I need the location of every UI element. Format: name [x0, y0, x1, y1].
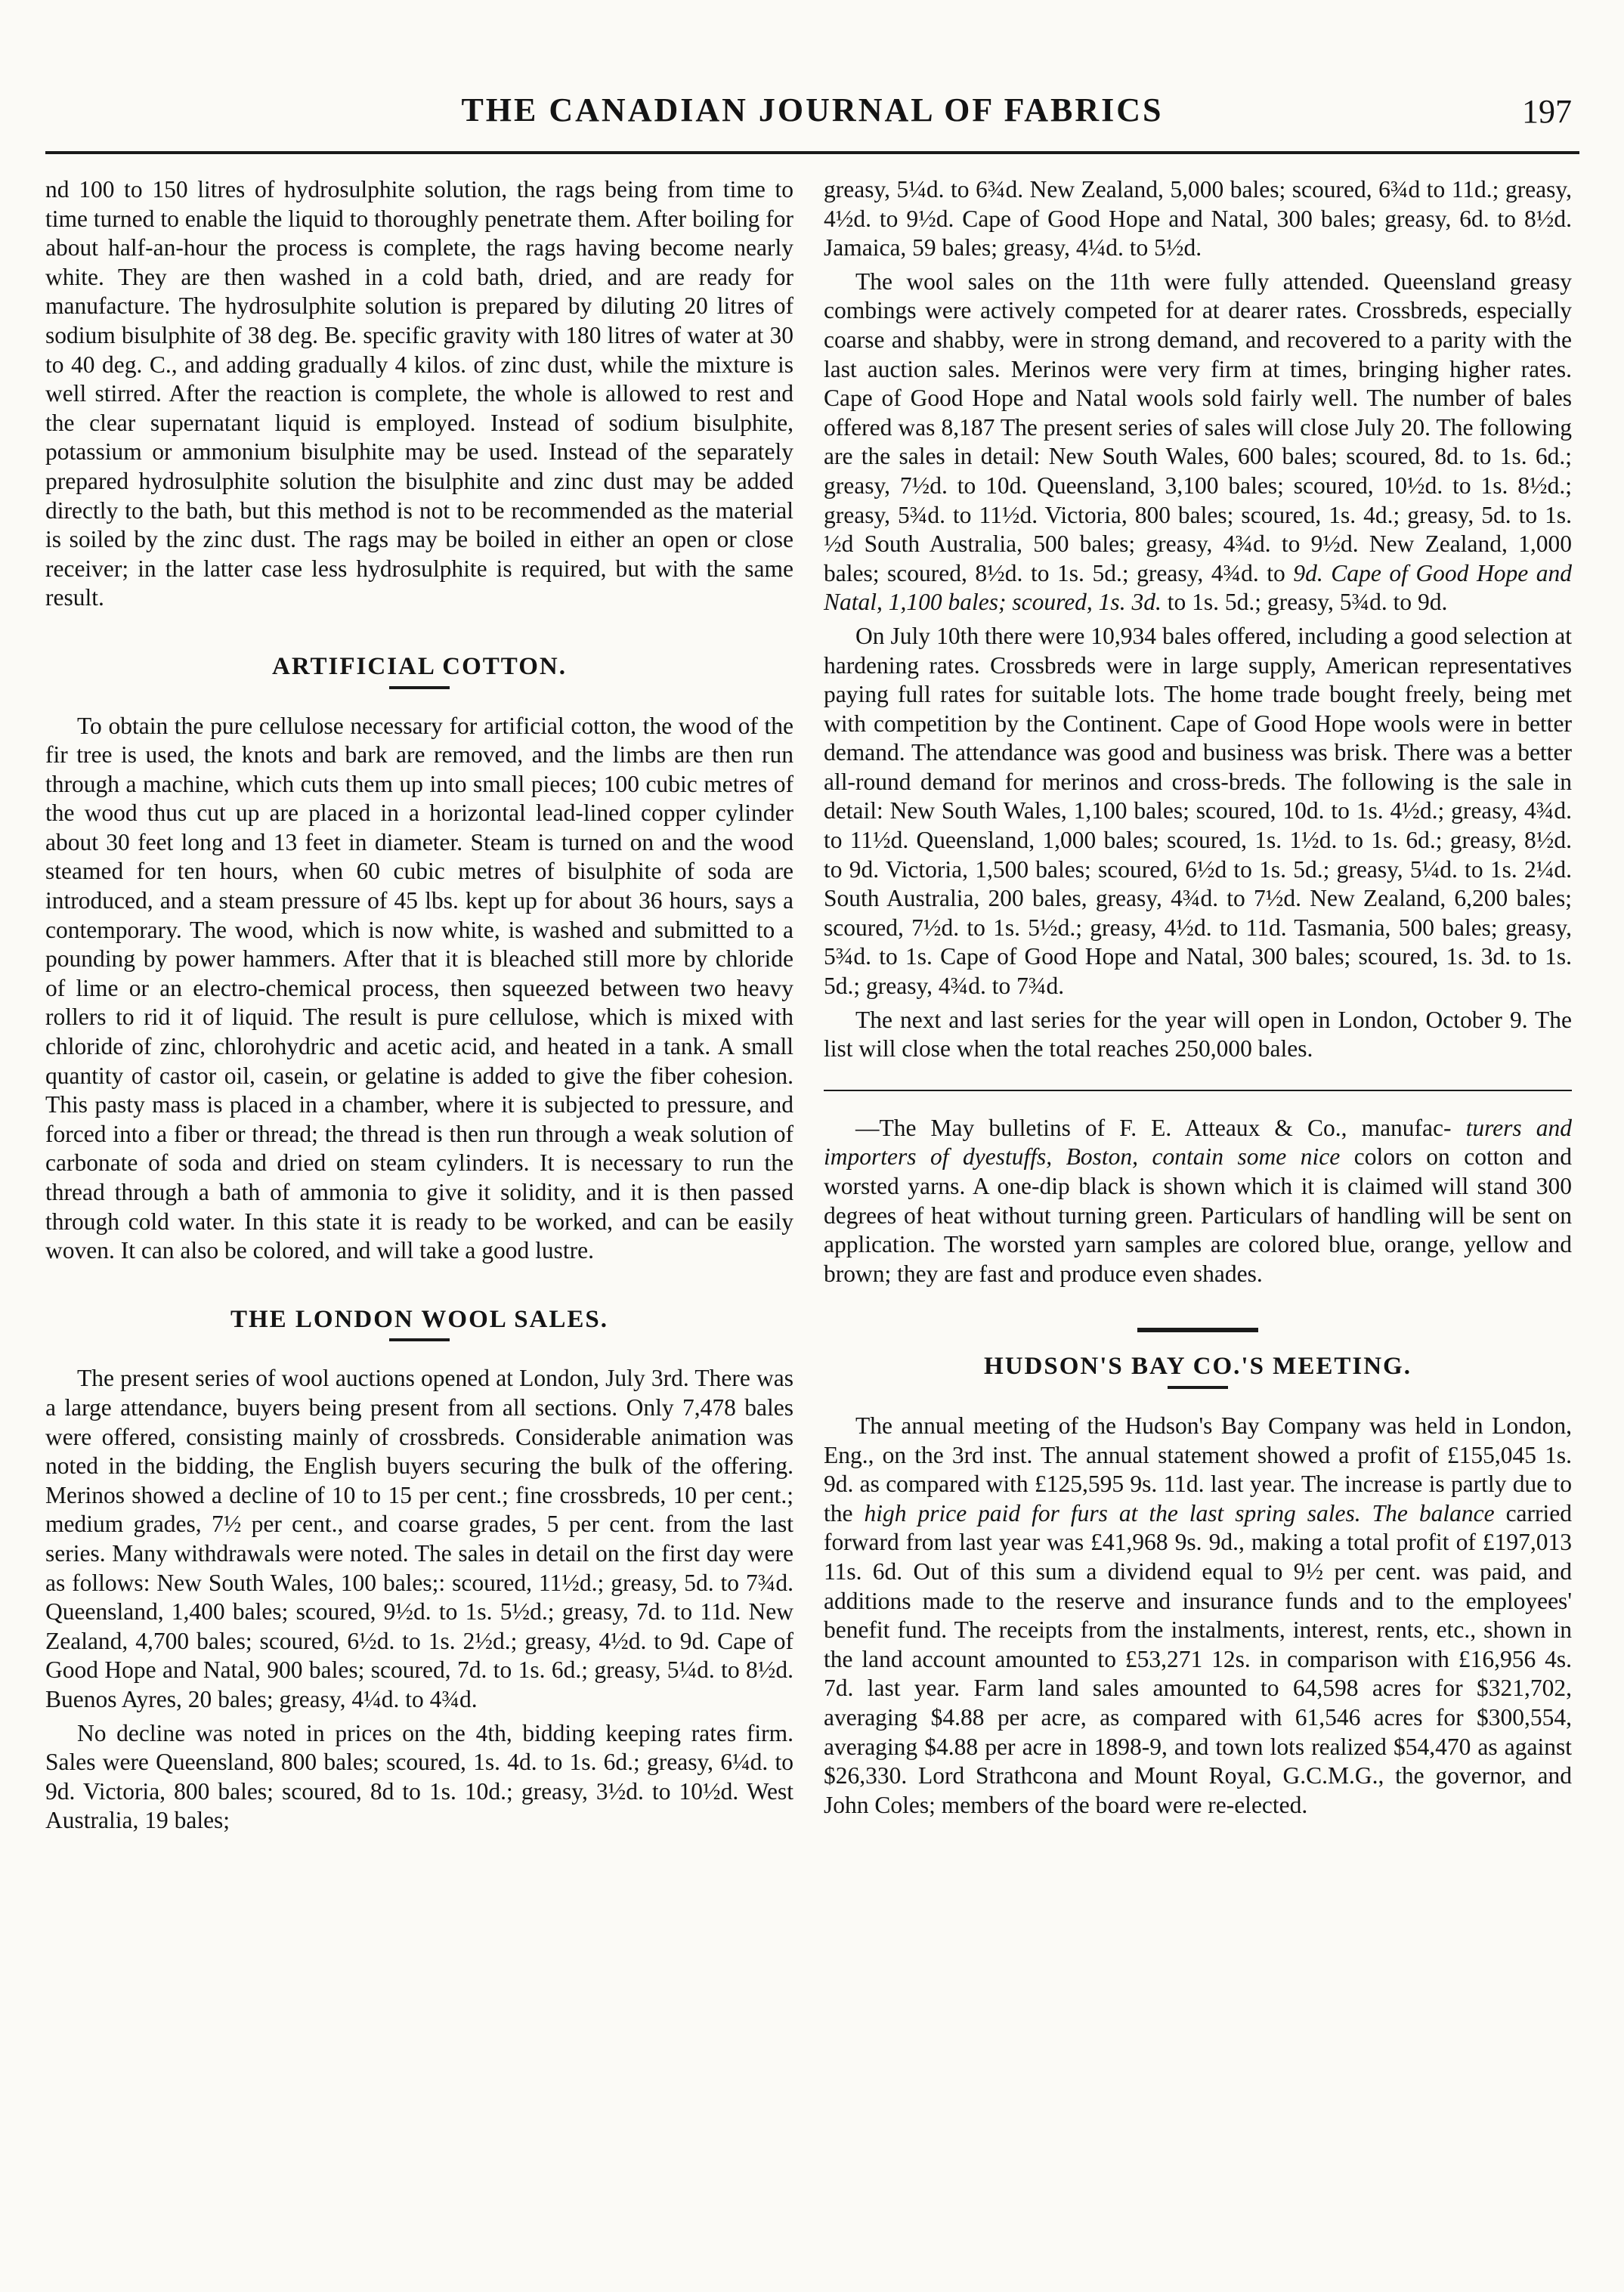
wool-sales-continued: greasy, 5¼d. to 6¾d. New Zealand, 5,000 bales; scoured, 6¾d to 11d.; greasy, 4½d. to 9½d. Cape of Good Hope and Natal, 300 bales; greasy, 6d. to 8½d. Jamaica, 59 bales; greasy, 4¼d. to 5½d. [824, 176, 1572, 261]
journal-title: THE CANADIAN JOURNAL OF FABRICS [461, 91, 1164, 128]
hudsons-bay-paragraph [824, 1412, 1572, 1820]
wool-sales-11th-end: to 1s. 5d.; greasy, 5¾d. to 9d. [1167, 589, 1448, 616]
wool-sales-10th-paragraph: On July 10th there were 10,934 bales offered, including a good selection at hardening rates. Crossbreds were in large supply, American representatives paying full rates for suitable lots. The home trade bought freely, being met with competition by the Continent. Cape of Good Hope wools were in better demand. The attendance was good and business was brisk. There was a better all-round demand for merinos and cross-breds. The following is the sale in detail: New South Wales, 1,100 bales; scoured, 10d. to 1s. 4½d.; greasy, 4¾d. to 11½d. Queensland, 1,000 bales; scoured, 1s. 1½d. to 1s. 6d.; greasy, 8½d. to 9d. Victoria, 1,500 bales; scoured, 6½d to 1s. 5d.; greasy, 5¼d. to 1s. 2¼d. South Australia, 200 bales, greasy, 4¾d. to 7½d. New Zealand, 6,200 bales; scoured, 7½d. to 1s. 5½d.; greasy, 4½d. to 11d. Tasmania, 500 bales; greasy, 5¾d. to 1s. Cape of Good Hope and Natal, 300 bales; scoured, 1s. 3d. to 1s. 5d.; greasy, 4¾d. to 7¾d. [824, 622, 1572, 1000]
hudsons-bay-text: The annual meeting of the Hudson's Bay Company was held in London, Eng., on the 3rd inst. The annual statement showed a profit of £155,045 1s. 9d. as compared with £125,595 9s. 11d. last year. The increase is partly due to the [824, 1412, 1572, 1526]
wool-sales-paragraph-2: No decline was noted in prices on the 4th, bidding keeping rates firm. Sales were Queensland, 800 bales; scoured, 1s. 4d. to 1s. 6d.; greasy, 6¼d. to 9d. Victoria, 800 bales; scoured, 8d to 1s. 10d.; greasy, 3½d. to 10½d. West Australia, 19 bales; [45, 1719, 793, 1834]
hudsons-bay-rest: carried forward from last year was £41,968 9s. 9d., making a total profit of £197,013 11s. 6d. Out of this sum a dividend equal to 9½ per cent. was paid, and additions made to the reserve and insurance funds and to the employees' benefit fund. The receipts from the instalments, interest, rents, etc., shown in the land account amounted to £53,271 12s. in comparison with £16,956 4s. 7d. last year. Farm land sales amounted to 64,598 acres for $321,702, averaging $4.88 per acre, as compared with 61,546 acres for $300,554, averaging $4.88 per acre in 1898-9, and town lots realized $54,470 as against $26,330. Lord Strathcona and Mount Royal, G.C.M.G., the governor, and John Coles; members of the board were re-elected. [824, 1499, 1572, 1818]
masthead [45, 91, 1579, 144]
heading-rule [1168, 1386, 1228, 1389]
heading-rule [389, 1338, 450, 1341]
continued-paragraph: nd 100 to 150 litres of hydrosulphite solution, the rags being from time to time turned to enable the liquid to thoroughly penetrate them. After boiling for about half-an-hour the process is complete, the rags having become nearly white. They are then washed in a cold bath, dried, and are ready for manufacture. The hydrosulphite solution is prepared by diluting 20 litres of sodium bisulphite of 38 deg. Be. specific gravity with 180 litres of water at 30 to 40 deg. C., and adding gradually 4 kilos. of zinc dust, while the mixture is well stirred. After the reaction is complete, the whole is allowed to rest and the clear supernatant liquid is employed. Instead of sodium bisulphite, potassium or ammonium bisulphite may be used. Instead of the separately prepared hydrosulphite solution the bisulphite and zinc dust may be added directly to the bath, but this method is not to be recommended as the material is soiled by the zinc dust. The rags may be boiled in either an open or close receiver; in the latter case less hydrosulphite is required, but with the same result. [45, 176, 793, 611]
wool-sales-paragraph-1: The present series of wool auctions opened at London, July 3rd. There was a large attendance, buyers being present from all sections. Only 7,478 bales were offered, consisting mainly of crossbreds. Considerable animation was noted in the bidding, the English buyers securing the bulk of the offering. Merinos showed a decline of 10 to 15 per cent.; fine crossbreds, 10 per cent.; medium grades, 7½ per cent., and coarse grades, 5 per cent. from the last series. Many withdrawals were noted. The sales in detail on the first day were as follows: New South Wales, 100 bales;: scoured, 11½d.; greasy, 5d. to 7¾d. Queensland, 1,400 bales; scoured, 9½d. to 1s. 5½d.; greasy, 7d. to 11d. New Zealand, 4,700 bales; scoured, 6½d. to 1s. 2½d.; greasy, 4½d. to 9d. Cape of Good Hope and Natal, 900 bales; scoured, 7d. to 1s. 6d.; greasy, 5¼d. to 8½d. Buenos Ayres, 20 bales; greasy, 4¼d. to 4¾d. [45, 1365, 793, 1712]
hudsons-bay-heading: HUDSON'S BAY CO.'S MEETING. [984, 1353, 1412, 1381]
heading-rule [389, 686, 450, 689]
wool-sales-11th-italic: 9d. Cape of Good Hope and Natal, 1,100 bales; scoured, 1s. 3d. [824, 559, 1572, 616]
atteaux-rest: colors on cotton and worsted yarns. A one-dip black is shown which it is claimed will stand 300 degrees of heat without turning green. Particulars of handling will be sent on application. The worsted yarn samples are colored blue, orange, yellow and brown; they are fast and produce even shades. [824, 1143, 1572, 1287]
page-number: 197 [1522, 93, 1572, 130]
wool-sales-11th-text: The wool sales on the 11th were fully attended. Queensland greasy combings were actively competed for at dearer rates. Crossbreds, especially coarse and shabby, were in strong demand, and recovered to a parity with the last auction sales. Merinos were very firm at times, bringing higher rates. Cape of Good Hope and Natal wools sold fairly well. The number of bales offered was 8,187 The present series of sales will close July 20. The following are the sales in detail: New South Wales, 600 bales; scoured, 8d. to 1s. 6d.; greasy, 7½d. to 10d. Queensland, 3,100 bales; scoured, 10½d. to 1s. 8½d.; greasy, 5¾d. to 11½d. Victoria, 800 bales; scoured, 1s. 4d.; greasy, 5d. to 1s. ½d South Australia, 500 bales; greasy, 4¾d. to 9½d. New Zealand, 1,000 bales; scoured, 8½d. to 1s. 5d.; greasy, 4¾d. to [824, 268, 1572, 586]
section-divider [824, 1090, 1572, 1091]
section-divider [1137, 1328, 1258, 1332]
artificial-cotton-paragraph: To obtain the pure cellulose necessary for artificial cotton, the wood of the fir tree is used, the knots and bark are removed, and the limbs are then run through a machine, which cuts them up into small pieces; 100 cubic metres of the wood thus cut up are placed in a horizontal lead-lined copper cylinder about 30 feet long and 13 feet in diameter. Steam is turned on and the wood steamed for ten hours, when 60 cubic metres of bisulphite of soda are introduced, and a steam pressure of 45 lbs. kept up for about 36 hours, says a contemporary. The wood, which is now white, is washed and submitted to a pounding by power hammers. After that it is bleached still more by chloride of lime or an electro-chemical process, then squeezed between two heavy rollers to rid it of liquid. The result is pure cellulose, which is mixed with chloride of zinc, chlorohydric and acetic acid, and heated in a tank. A small quantity of castor oil, casein, or gelatine is added to give the fiber cohesion. This pasty mass is placed in a chamber, where it is subjected to pressure, and forced into a fiber or thread; the thread is then run through a weak solution of carbonate of soda and dried on steam cylinders. It is necessary to run the thread through a bath of ammonia to give it solidity, and it is then passed through cold water. In this state it is ready to be worked, and can be easily woven. It can also be colored, and will take a good lustre. [45, 712, 793, 1264]
header-rule [45, 151, 1579, 154]
left-column [45, 175, 793, 1840]
wool-sales-11th-paragraph [824, 268, 1572, 617]
right-column [824, 175, 1572, 1824]
atteaux-text: —The May bulletins of F. E. Atteaux & Co., manufac- [855, 1114, 1452, 1141]
atteaux-paragraph [824, 1114, 1572, 1289]
wool-sales-next-series: The next and last series for the year will open in London, October 9. The list will close when the total reaches 250,000 bales. [824, 1006, 1572, 1062]
atteaux-italic: turers and importers of dyestuffs, Boston, contain some nice [824, 1114, 1573, 1171]
hudsons-bay-italic: high price paid for furs at the last spring sales. The balance [864, 1499, 1495, 1526]
london-wool-sales-heading: THE LONDON WOOL SALES. [230, 1305, 609, 1333]
artificial-cotton-heading: ARTIFICIAL COTTON. [272, 652, 567, 680]
